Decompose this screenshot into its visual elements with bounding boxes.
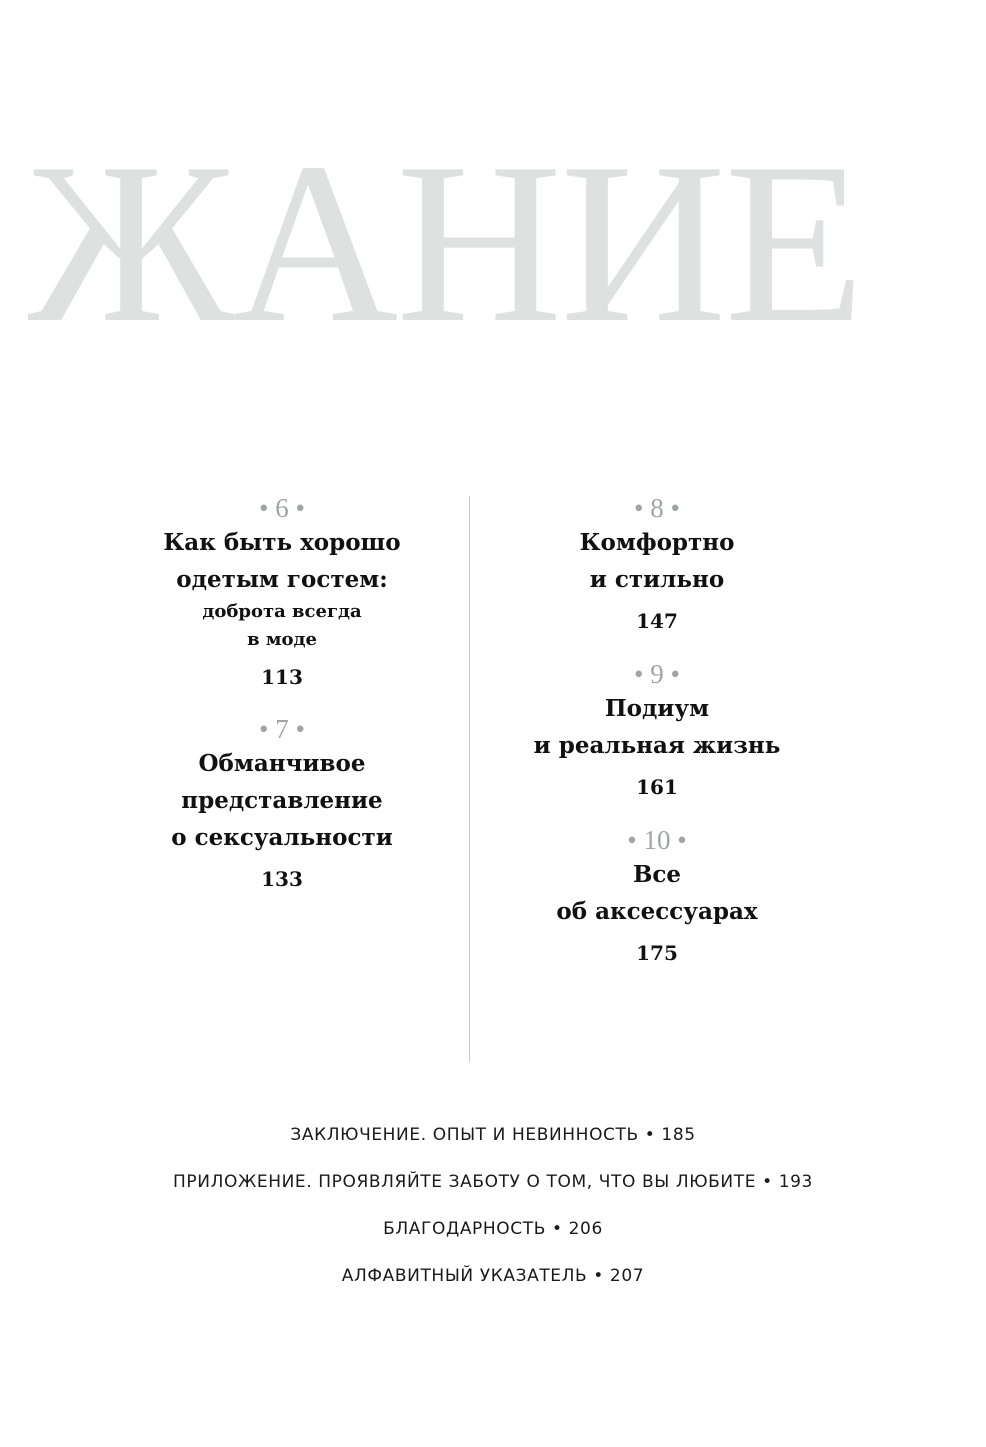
- chapter-page-number: 161: [636, 775, 678, 799]
- chapter-title: Обманчивое представление о сексуальности: [171, 750, 393, 851]
- chapter-title: Все об аксессуарах: [556, 861, 758, 925]
- chapter-title: Подиум и реальная жизнь: [533, 695, 781, 759]
- chapter-title: Комфортно и стильно: [579, 529, 735, 593]
- chapter-title: Как быть хорошо одетым гостем:: [163, 529, 401, 593]
- page-title: ЖАНИЕ: [28, 115, 863, 370]
- chapter-page-number: 175: [636, 941, 678, 965]
- chapter-page-number: 147: [636, 609, 678, 633]
- backmatter-item-conclusion[interactable]: ЗАКЛЮЧЕНИЕ. ОПЫТ И НЕВИННОСТЬ • 185: [290, 1125, 696, 1145]
- toc-entry-chapter-8[interactable]: [492, 492, 822, 638]
- toc-entry-chapter-6[interactable]: [117, 492, 447, 694]
- toc-entry-chapter-9[interactable]: [492, 658, 822, 804]
- toc-entry-chapter-7[interactable]: [117, 713, 447, 896]
- chapter-subtitle: доброта всегда в моде: [202, 601, 362, 650]
- chapter-page-number: 113: [261, 665, 303, 689]
- backmatter-item-index[interactable]: АЛФАВИТНЫЙ УКАЗАТЕЛЬ • 207: [341, 1266, 645, 1286]
- backmatter-item-acknowledgements[interactable]: БЛАГОДАРНОСТЬ • 206: [383, 1219, 603, 1239]
- chapter-page-number: 133: [261, 867, 303, 891]
- toc-entry-chapter-10[interactable]: [492, 824, 822, 970]
- chapter-number: • 6 •: [259, 493, 305, 523]
- column-divider: [469, 496, 470, 1062]
- chapter-number: • 7 •: [259, 714, 305, 744]
- backmatter-list: [0, 1112, 986, 1300]
- chapter-number: • 9 •: [634, 659, 680, 689]
- chapter-number: • 8 •: [634, 493, 680, 523]
- toc-column-left: [117, 492, 447, 896]
- backmatter-item-appendix[interactable]: ПРИЛОЖЕНИЕ. ПРОЯВЛЯЙТЕ ЗАБОТУ О ТОМ, ЧТО ВЫ ЛЮБИТЕ • 193: [173, 1172, 813, 1192]
- chapter-number: • 10 •: [627, 825, 687, 855]
- toc-column-right: [492, 492, 822, 970]
